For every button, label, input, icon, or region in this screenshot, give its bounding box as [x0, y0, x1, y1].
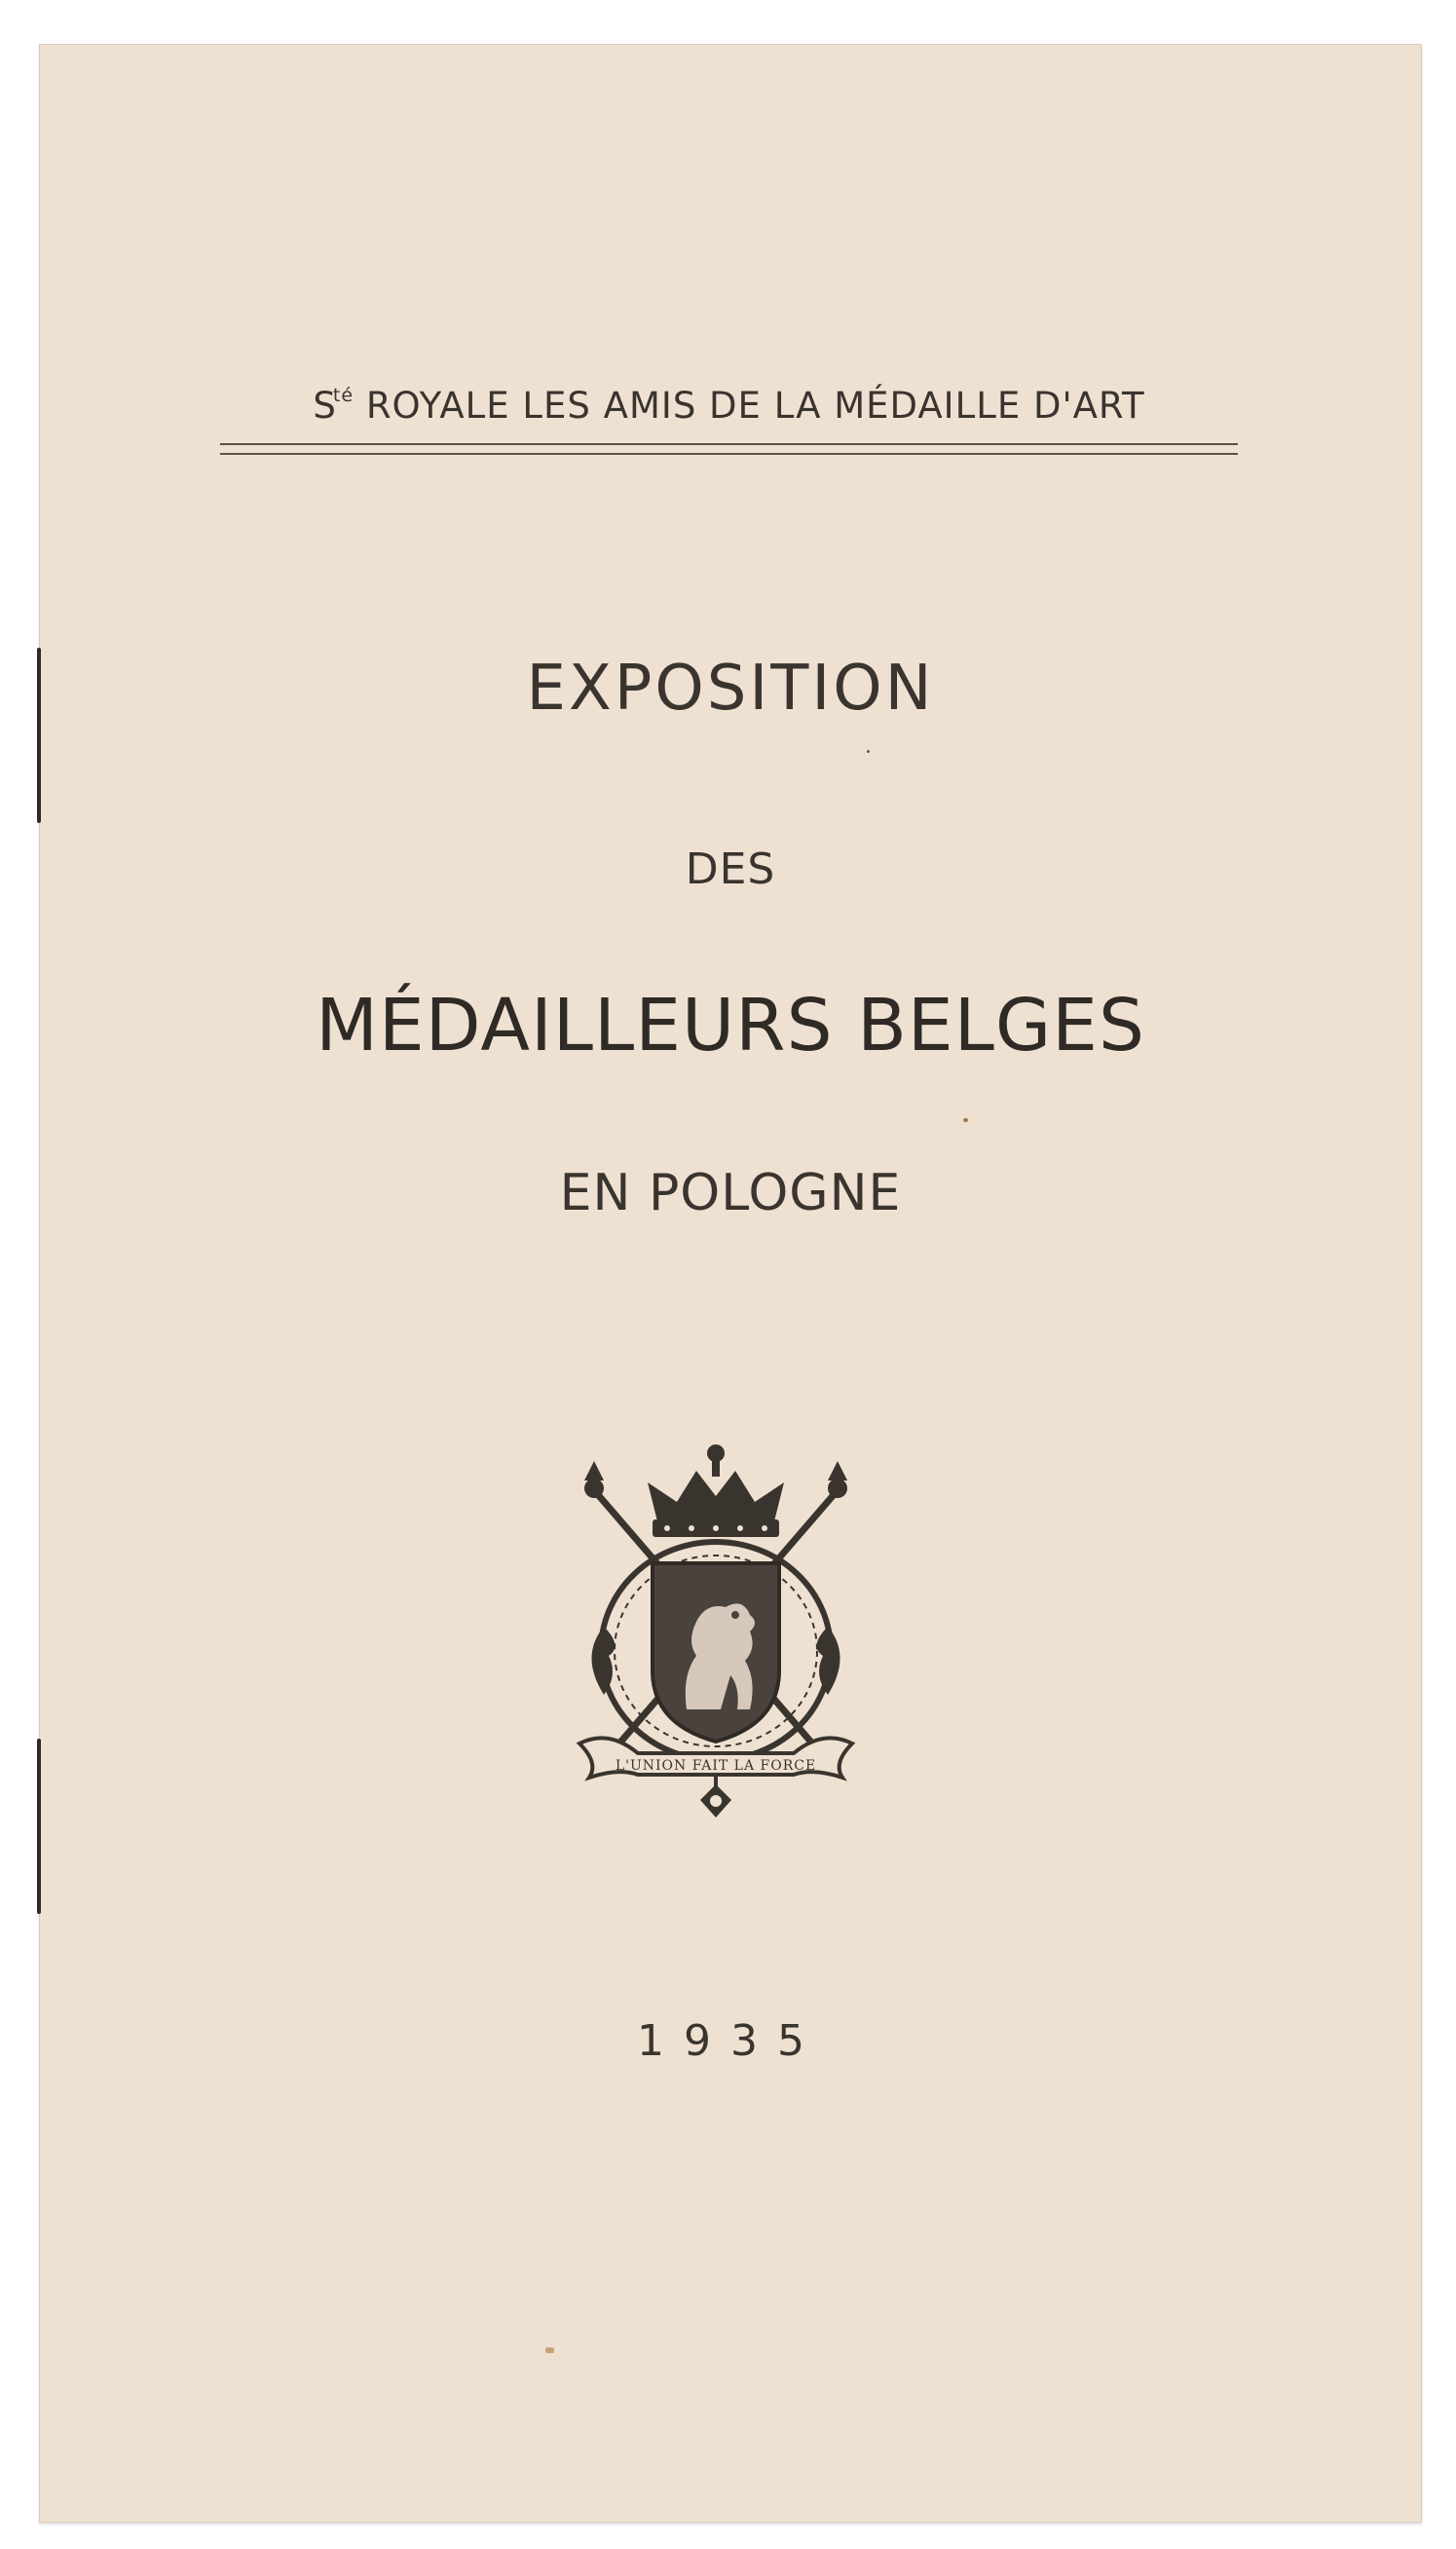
society-name-text: ROYALE LES AMIS DE LA MÉDAILLE D'ART	[365, 385, 1145, 427]
title-medailleurs-belges: MÉDAILLEURS BELGES	[316, 984, 1145, 1068]
paper-speck	[963, 1118, 968, 1122]
title-en-pologne: EN POLOGNE	[559, 1164, 902, 1222]
coat-of-arms-icon	[550, 1432, 881, 1821]
brochure-cover	[39, 44, 1422, 2523]
paper-speck	[867, 750, 870, 753]
society-prefix: S	[313, 385, 337, 427]
binding-staple-bottom	[37, 1739, 41, 1914]
title-des: DES	[685, 844, 776, 894]
society-name	[220, 385, 1238, 427]
publication-year: 1935	[637, 2016, 824, 2066]
paper-speck	[545, 2347, 554, 2353]
society-prefix-superscript: té	[332, 385, 355, 406]
title-exposition: EXPOSITION	[526, 653, 935, 725]
double-rule-divider	[220, 443, 1238, 455]
coat-of-arms-motto: L'UNION FAIT LA FORCE	[615, 1758, 817, 1774]
